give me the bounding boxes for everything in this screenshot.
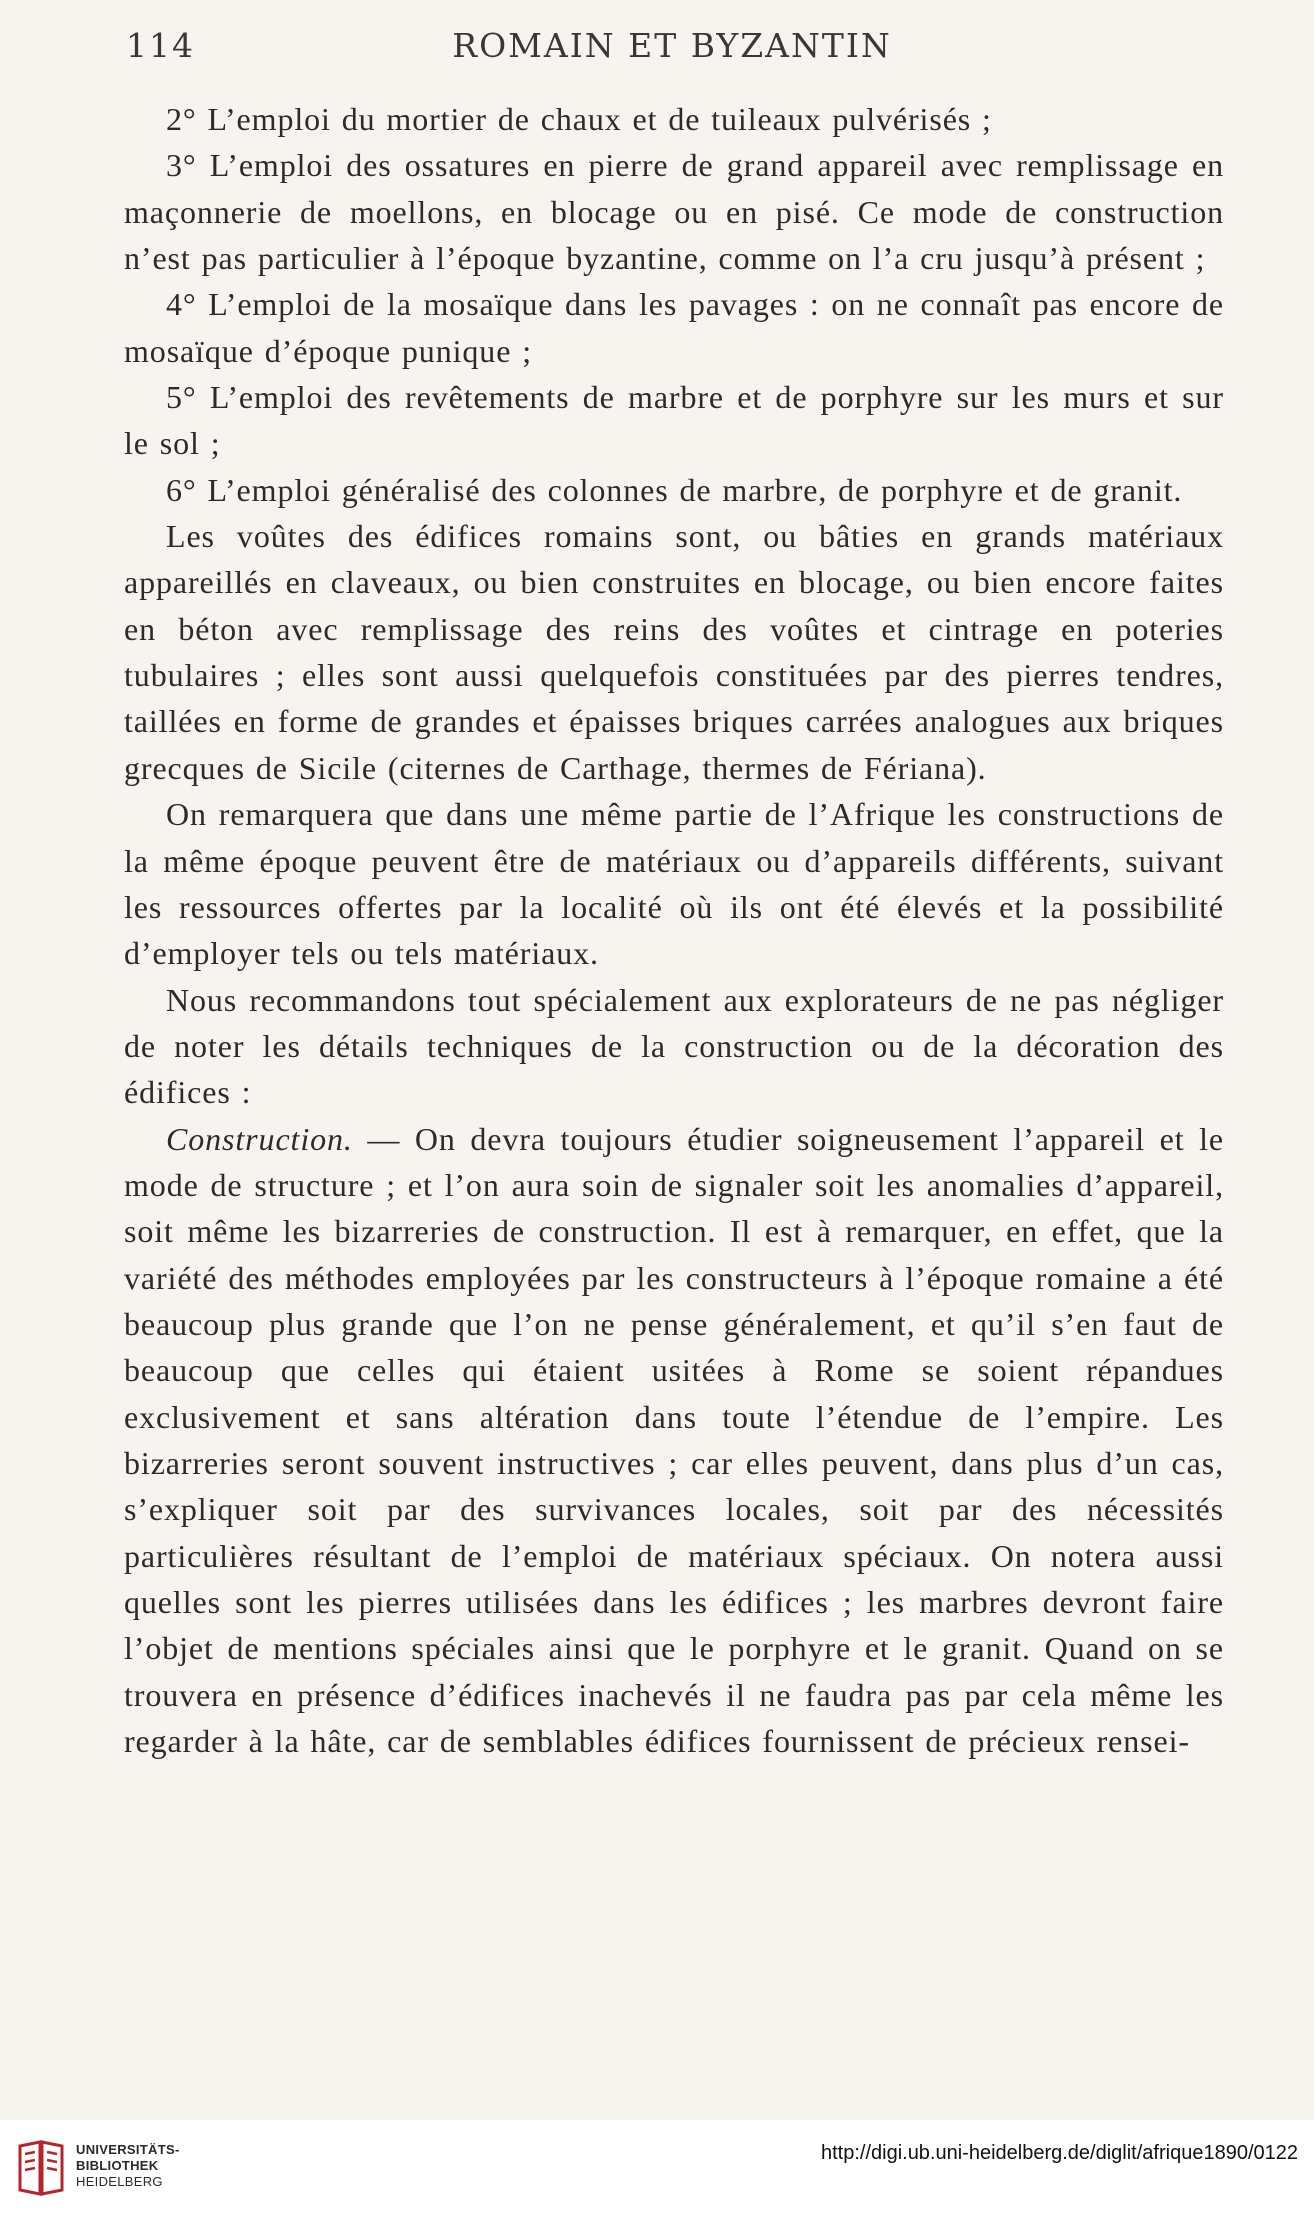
library-name-line: UNIVERSITÄTS- [76,2142,180,2157]
library-name-line: BIBLIOTHEK [76,2158,159,2173]
paragraph-recommendation: Nous recommandons tout spécialement aux explorateurs de ne pas négliger de noter les détails techniques de la construction ou de la décoration des édifices : [124,981,1224,1111]
source-url-link[interactable]: http://digi.ub.uni-heidelberg.de/diglit/afrique1890/0122 [820,2142,1298,2164]
heidelberg-library-logo-icon [16,2140,66,2196]
paragraph-item-2: 2° L’emploi du mortier de chaux et de tuileaux pulvérisés ; [166,101,992,137]
construction-heading: Construction. [166,1120,353,1157]
paragraph-item-5: 5° L’emploi des revêtements de marbre et de porphyre sur les murs et sur le sol ; [124,379,1224,462]
paragraph-item-3: 3° L’emploi des ossatures en pierre de grand appareil avec remplissage en maçonnerie de moellons, en blocage ou en pisé. Ce mode de construction n’est pas particulier à l’époque byzantine, comme on l’a cru jusqu’à présent ; [124,147,1224,277]
paragraph-item-6: 6° L’emploi généralisé des colonnes de marbre, de porphyre et de granit. [166,471,1183,508]
paragraph-regional-variation: On remarquera que dans une même partie de l’Afrique les constructions de la même époque peuvent être de matériaux ou d’appareils différents, suivant les ressources offertes par la localité où ils ont été élevés et la possibilité d’employer tels ou tels matériaux. [124,796,1224,972]
paragraph-item-4: 4° L’emploi de la mosaïque dans les pavages : on ne connaît pas encore de mosaïque d’époque punique ; [124,286,1224,369]
body-text [124,96,1224,1764]
page-number: 114 [126,26,195,65]
paragraph-construction [124,1116,1224,1765]
library-name [76,2142,180,2190]
paragraph-vaults: Les voûtes des édifices romains sont, ou bâties en grands matériaux appareillés en claveaux, ou bien construites en blocage, ou bien encore faites en béton avec remplissage des reins des voûtes et cintrage en poteries tubulaires ; elles sont aussi quelquefois constituées par des pierres tendres, taillées en forme de grandes et épaisses briques carrées analogues aux briques grecques de Sicile (citernes de Carthage, thermes de Fériana). [124,518,1224,786]
construction-text: — On devra toujours étudier soigneusement l’appareil et le mode de structure ; et l’on aura soin de signaler soit les anomalies d’appareil, soit même les bizarreries de construction. Il est à remarquer, en effet, que la variété des méthodes employées par les constructeurs à l’époque romaine a été beaucoup plus grande que l’on ne pense généralement, et qu’il s’en faut de beaucoup que celles qui étaient usitées à Rome se soient répandues exclusivement et sans altération dans toute l’étendue de l’empire. Les bizarreries seront souvent instructives ; car elles peuvent, dans plus d’un cas, s’expliquer soit par des survivances locales, soit par des nécessités particulières résultant de l’emploi de matériaux spéciaux. On notera aussi quelles sont les pierres utilisées dans les édifices ; les marbres devront faire l’objet de mentions spéciales ainsi que le porphyre et le granit. Quand on se trouvera en présence d’édifices inachevés il ne faudra pas par cela même les regarder à la hâte, car de semblables édifices fournissent de précieux rensei- [124,1120,1224,1760]
page-header [118,22,1226,78]
library-name-line: HEIDELBERG [76,2174,163,2189]
digitization-footer [0,2120,1314,2215]
running-title: ROMAIN ET BYZANTIN [452,26,892,65]
